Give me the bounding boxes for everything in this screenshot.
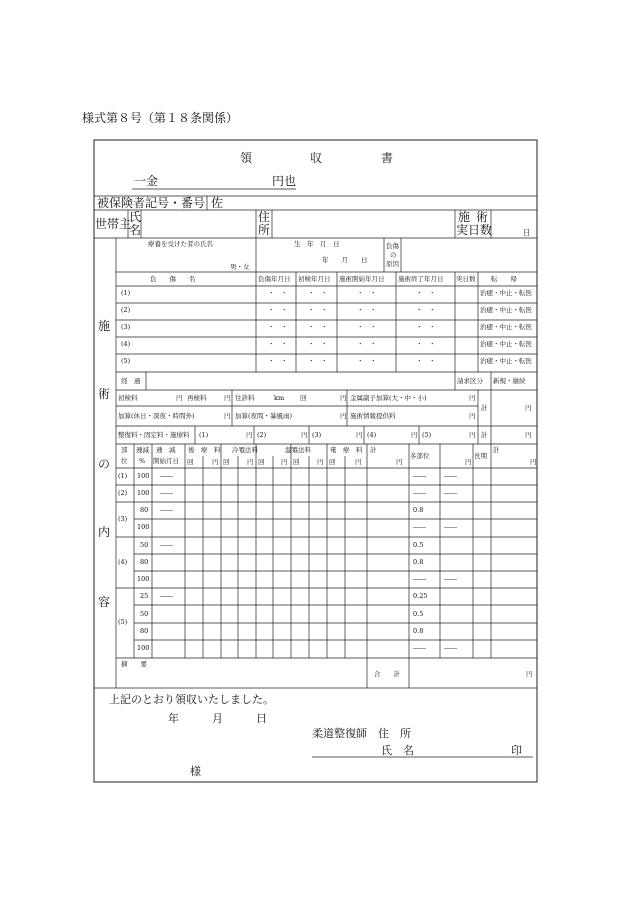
receipt-text: 上記のとおり領収いたしました。 — [109, 693, 274, 706]
end-date-dots: ・ ・ — [416, 357, 436, 365]
fees-total-label: 計 — [481, 404, 488, 412]
grid-pct: 100 — [137, 644, 150, 652]
grid-kei: 計 — [370, 446, 377, 454]
grid-multi-part: ―― — [413, 644, 426, 652]
fees-total-yen: 円 — [525, 404, 532, 412]
house-call-fee: 往診料 — [235, 394, 255, 402]
receipt-date: 年 月 日 — [168, 712, 267, 725]
end-date-dots: ・ ・ — [416, 289, 436, 297]
recipient-honorific: 様 — [190, 765, 201, 778]
form-header-reference: 様式第８号（第１８条関係） — [82, 111, 239, 125]
amount-label: 一金 — [134, 174, 159, 188]
grid-multi-part: ―― — [413, 575, 426, 583]
grid-multi-part: 0.25 — [413, 592, 428, 600]
title-char-2: 収 — [310, 151, 323, 165]
grid-part-label: (4) — [118, 558, 128, 566]
side-label-3: の — [98, 457, 111, 471]
end-date-dots: ・ ・ — [416, 306, 436, 314]
grid-multi-part: 0.8 — [413, 506, 424, 514]
side-label-1: 施 — [98, 319, 111, 333]
grid-teigen-2: % — [139, 457, 146, 465]
re-exam-fee: 再検料 — [187, 394, 207, 402]
end-date-dots: ・ ・ — [416, 323, 436, 331]
injury-row-label: (4) — [121, 340, 131, 348]
splint-fee: 金属副子加算(大・中・小) — [350, 394, 427, 402]
grid-dash: ―― — [160, 472, 173, 480]
grid-multi-part: 0.5 — [413, 541, 424, 549]
seifuku-3: (3) — [312, 431, 322, 439]
grid-pct: 100 — [137, 523, 150, 531]
insured-number-sep: 佐 — [211, 196, 224, 210]
grid-yen-unit: 円 — [355, 458, 362, 466]
seifuku-2: (2) — [257, 431, 267, 439]
info-fee: 施術情報提供料 — [350, 412, 396, 420]
holiday-fee-yen: 円 — [224, 412, 231, 420]
treatment-label: 施 — [458, 210, 471, 224]
outcome-options: 治癒・中止・転医 — [480, 340, 532, 348]
grid-pct: 50 — [140, 541, 149, 549]
grid-dash: ―― — [160, 506, 173, 514]
end-date-header: 施術終了年月日 — [398, 275, 444, 283]
seifuku-4-yen: 円 — [411, 431, 418, 439]
outcome-options: 治癒・中止・転医 — [480, 357, 532, 365]
birth-label: 生 年 月 日 — [294, 240, 340, 248]
injury-date-header: 負傷年月日 — [258, 275, 291, 283]
seifuku-3-yen: 円 — [356, 431, 363, 439]
grid-yen-unit: 円 — [530, 458, 537, 466]
grid-denryo: 電 療 料 — [330, 446, 363, 454]
injury-row-label: (1) — [121, 289, 131, 297]
grid-teigen-start-2: 開始月日 — [153, 457, 179, 465]
householder-label: 世帯主 — [95, 217, 132, 231]
seifuku-5: (5) — [422, 431, 432, 439]
grid-bui-2: 位 — [121, 457, 128, 465]
injury-date-dots: ・ ・ — [268, 357, 288, 365]
grid-bui-1: 部 — [121, 446, 128, 454]
injury-cause-1: 負傷 — [386, 242, 399, 250]
grand-total-yen: 円 — [526, 670, 533, 678]
seifuku-5-yen: 円 — [469, 431, 476, 439]
sex-label: 男・女 — [230, 263, 250, 271]
grid-reianpo: 冷罨法料 — [232, 446, 258, 454]
first-visit-dots: ・ ・ — [308, 306, 328, 314]
injury-row-label: (5) — [121, 357, 131, 365]
first-visit-dots: ・ ・ — [308, 357, 328, 365]
re-exam-fee-yen: 円 — [224, 394, 231, 402]
days-header: 実日数 — [456, 275, 476, 283]
grid-multi-part: 0.8 — [413, 558, 424, 566]
holiday-fee: 加算(休日・深夜・時間外) — [118, 412, 195, 420]
grid-yen-unit: 円 — [317, 458, 324, 466]
grand-total-label: 合 計 — [374, 670, 400, 678]
grid-multi-part: 0.5 — [413, 610, 424, 618]
splint-fee-yen: 円 — [469, 394, 476, 402]
title-char-3: 書 — [381, 151, 394, 165]
grid-pct: 80 — [140, 627, 149, 635]
first-visit-dots: ・ ・ — [308, 340, 328, 348]
amount-suffix: 円也 — [272, 174, 297, 188]
grid-count-unit: 回 — [223, 458, 230, 466]
grid-count-unit: 回 — [329, 458, 336, 466]
grid-part-label: (1) — [118, 472, 128, 480]
grid-multi-part: ―― — [413, 472, 426, 480]
grid-koryo: 後 療 料 — [188, 446, 221, 454]
name-label-2: 名 — [129, 223, 142, 237]
first-visit-header: 初検年月日 — [298, 275, 331, 283]
grid-pct: 100 — [137, 472, 150, 480]
practitioner-name: 氏 名 — [381, 744, 414, 757]
grid-multi-part: 0.8 — [413, 627, 424, 635]
side-label-2: 術 — [98, 387, 111, 401]
day-unit: 日 — [523, 228, 531, 237]
seal-mark: 印 — [511, 744, 522, 757]
grid-pct: 100 — [137, 575, 150, 583]
injury-row-label: (2) — [121, 306, 131, 314]
grid-pct: 50 — [140, 610, 149, 618]
grid-choki: 長期 — [474, 452, 487, 460]
first-visit-dots: ・ ・ — [308, 289, 328, 297]
night-fee: 加算(夜間・暴風雨) — [235, 412, 293, 420]
info-fee-yen: 円 — [469, 412, 476, 420]
grid-dash: ―― — [160, 541, 173, 549]
grid-onanpo: 温罨法料 — [285, 446, 311, 454]
grid-part-label: (3) — [118, 515, 128, 523]
seifuku-2-yen: 円 — [301, 431, 308, 439]
house-call-km: km — [274, 394, 285, 402]
outcome-header: 転 帰 — [491, 275, 517, 283]
grid-pct: 100 — [137, 489, 150, 497]
outcome-options: 治癒・中止・転医 — [480, 323, 532, 331]
grid-kei2: 計 — [493, 446, 500, 454]
grid-pct: 80 — [140, 506, 149, 514]
grid-yen-unit: 円 — [281, 458, 288, 466]
treatment-label-2: 術 — [476, 210, 489, 224]
grid-count-unit: 回 — [187, 458, 194, 466]
grid-long-term: ―― — [444, 523, 457, 531]
grid-long-term: ―― — [444, 472, 457, 480]
seifuku-4: (4) — [367, 431, 377, 439]
injury-row-label: (3) — [121, 323, 131, 331]
grid-teigen-1: 逓減 — [136, 446, 149, 454]
initial-fee: 初検料 — [118, 394, 138, 402]
grid-pct: 25 — [140, 592, 149, 600]
claim-type-label: 請求区分 — [457, 377, 483, 385]
grid-pct: 80 — [140, 558, 149, 566]
side-label-4: 内 — [98, 525, 111, 539]
grid-dash: ―― — [160, 592, 173, 600]
injury-date-dots: ・ ・ — [268, 289, 288, 297]
grid-yen-unit: 円 — [396, 458, 403, 466]
injury-cause-3: 原因 — [386, 260, 399, 268]
grid-long-term: ―― — [444, 489, 457, 497]
start-date-dots: ・ ・ — [357, 340, 377, 348]
title-char-1: 領 — [240, 151, 253, 165]
night-fee-yen: 円 — [340, 412, 347, 420]
grid-count-unit: 回 — [293, 458, 300, 466]
outcome-options: 治癒・中止・転医 — [480, 306, 532, 314]
patient-name-label: 療養を受けた者の氏名 — [148, 240, 213, 248]
seifuku-total-label: 計 — [481, 431, 488, 439]
claim-type-value: 新規・継続 — [493, 377, 526, 385]
injury-date-dots: ・ ・ — [268, 323, 288, 331]
injury-date-dots: ・ ・ — [268, 306, 288, 314]
name-label-1: 氏 — [129, 210, 142, 224]
start-date-dots: ・ ・ — [357, 306, 377, 314]
grid-multi-part: ―― — [413, 523, 426, 531]
practitioner-address: 柔道整復師 住 所 — [312, 727, 411, 740]
start-date-header: 施術開始年月日 — [339, 275, 385, 283]
injury-cause-2: の — [390, 251, 397, 259]
grid-long-term: ―― — [444, 644, 457, 652]
start-date-dots: ・ ・ — [357, 357, 377, 365]
grid-yen-unit: 円 — [247, 458, 254, 466]
grid-yen-unit: 円 — [465, 458, 472, 466]
first-visit-dots: ・ ・ — [308, 323, 328, 331]
insured-number-label: 被保険者記号・番号 — [97, 196, 206, 210]
start-date-dots: ・ ・ — [357, 289, 377, 297]
seifuku-1: (1) — [199, 431, 209, 439]
house-call-times: 回 — [300, 394, 307, 402]
grid-part-label: (5) — [118, 618, 128, 626]
house-call-yen: 円 — [340, 394, 347, 402]
progress-label: 経 過 — [121, 377, 141, 385]
grid-long-term: ―― — [444, 575, 457, 583]
grid-dash: ―― — [160, 489, 173, 497]
seifuku-1-yen: 円 — [246, 431, 253, 439]
address-label-1: 住 — [258, 210, 271, 224]
grid-teigen-start-1: 逓 減 — [156, 446, 176, 454]
grid-count-unit: 回 — [258, 458, 265, 466]
grid-part-label: (2) — [118, 489, 128, 497]
seifuku-total-yen: 円 — [525, 431, 532, 439]
actual-days-label: 実日数 — [456, 223, 493, 237]
grid-tabui: 多部位 — [410, 452, 430, 460]
summary-label: 摘 要 — [121, 660, 147, 668]
grid-yen-unit: 円 — [212, 458, 219, 466]
side-label-5: 容 — [98, 595, 111, 609]
end-date-dots: ・ ・ — [416, 340, 436, 348]
address-label-2: 所 — [258, 223, 271, 237]
grid-multi-part: ―― — [413, 489, 426, 497]
seifuku-label: 整復料・固定料・施療料 — [118, 431, 190, 439]
injury-date-dots: ・ ・ — [268, 340, 288, 348]
start-date-dots: ・ ・ — [357, 323, 377, 331]
outcome-options: 治癒・中止・転医 — [480, 289, 532, 297]
injury-name-header: 負 傷 名 — [150, 275, 196, 283]
initial-fee-yen: 円 — [176, 394, 183, 402]
birth-date: 年 月 日 — [322, 256, 368, 264]
